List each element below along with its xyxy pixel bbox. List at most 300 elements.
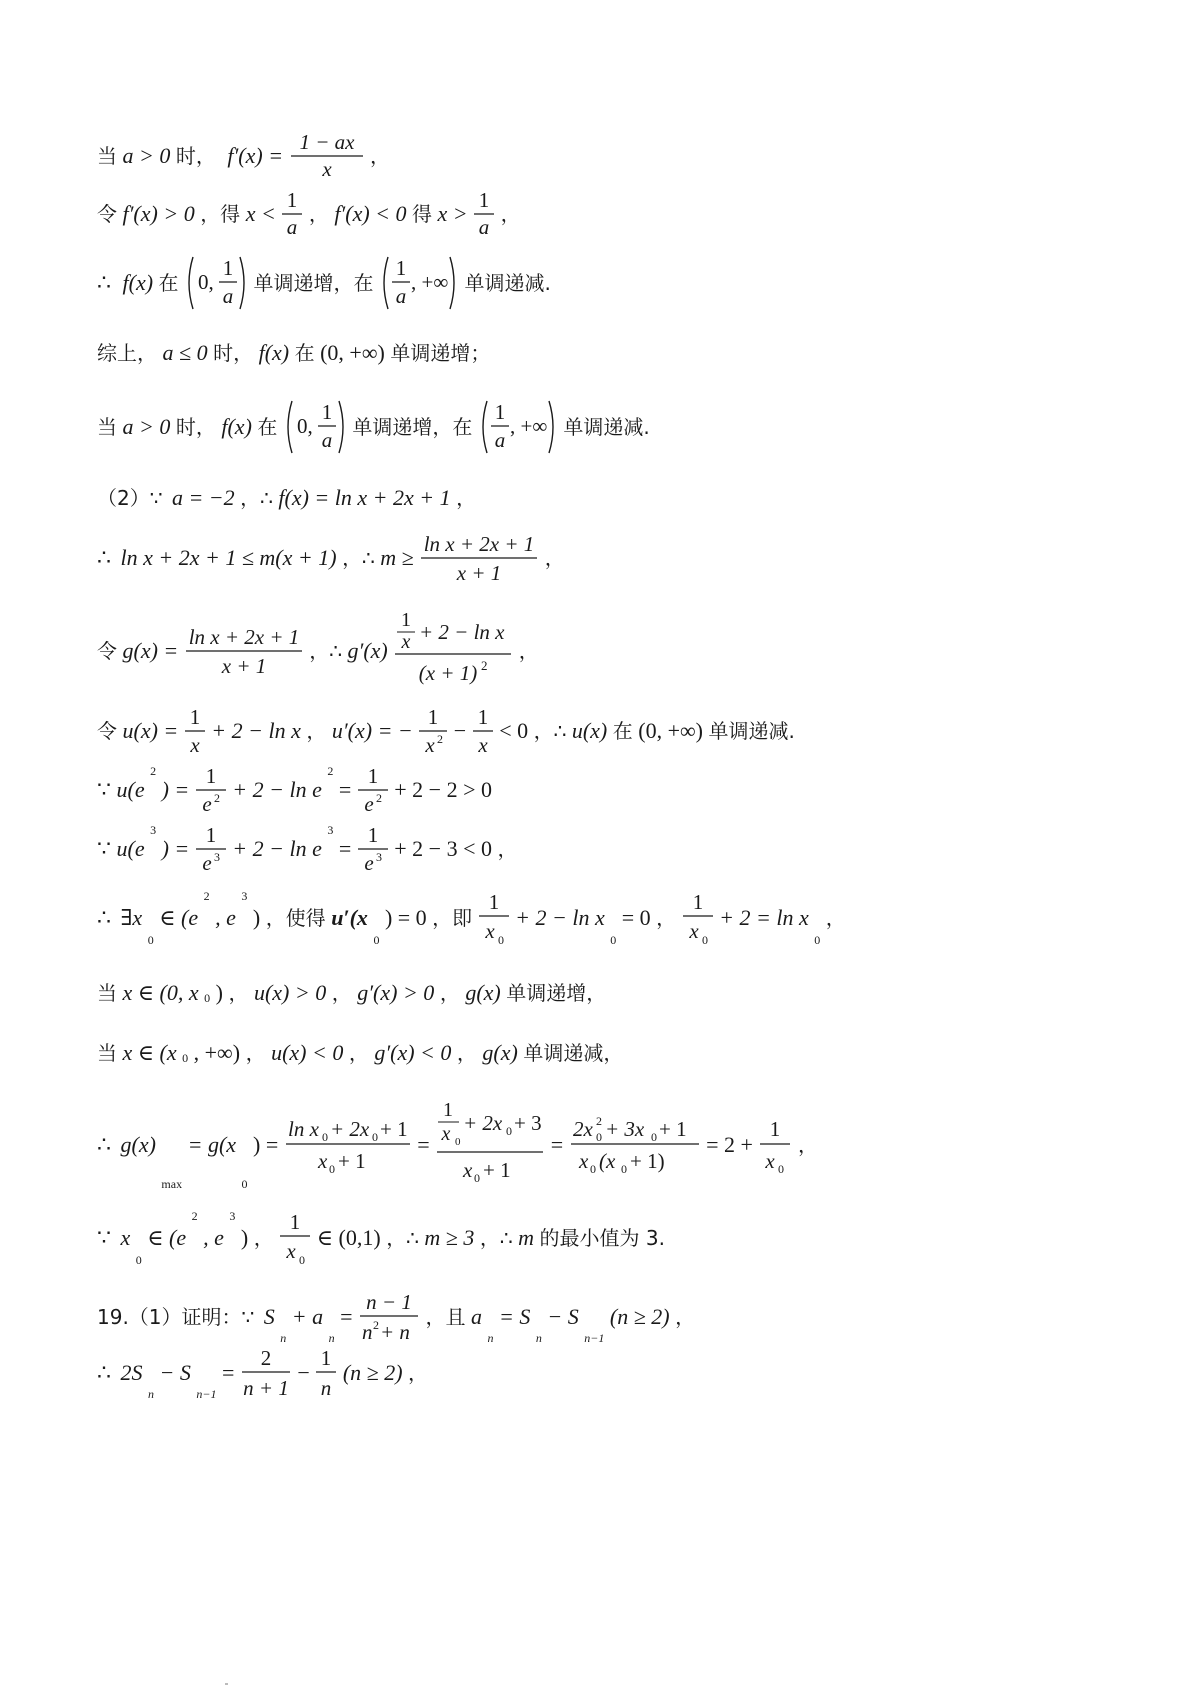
inner-denominator: x xyxy=(441,1123,451,1145)
math: 2S xyxy=(120,1360,143,1385)
subscript: 0 xyxy=(328,1162,335,1176)
fraction xyxy=(357,765,389,815)
because-symbol: ∵ xyxy=(97,777,111,802)
text: （2）∵ xyxy=(97,485,163,510)
math: ∈ (e xyxy=(159,905,199,930)
exponent: 2 xyxy=(373,1318,380,1332)
exponent: 2 xyxy=(481,658,488,673)
text: ，∴ xyxy=(386,1226,419,1250)
fraction xyxy=(473,190,495,238)
math: (0, +∞) xyxy=(320,339,385,365)
denominator: e xyxy=(202,792,212,816)
text: ，∴ xyxy=(533,719,567,743)
math: + 2 − ln x xyxy=(211,718,301,743)
numerator: 1 xyxy=(494,400,506,424)
line-17 xyxy=(97,1290,695,1344)
fraction-nested xyxy=(393,609,513,690)
inner-numerator: 1 xyxy=(443,1099,454,1121)
numerator: 1 xyxy=(478,188,490,212)
denominator-part: x xyxy=(463,1158,473,1182)
denominator: x xyxy=(286,1239,296,1263)
math: u(e xyxy=(116,836,145,861)
text: 在 xyxy=(612,719,633,743)
denominator: a xyxy=(478,215,490,239)
superscript: 2 xyxy=(191,1209,198,1223)
text: ，得 xyxy=(200,202,241,226)
numerator-part: + 2x xyxy=(463,1111,503,1135)
denominator: e xyxy=(364,792,374,816)
fraction xyxy=(569,1115,701,1175)
text: ， xyxy=(456,485,477,510)
math: = g(x xyxy=(187,1132,237,1157)
denominator-part: n xyxy=(362,1320,373,1344)
text: ， xyxy=(253,1226,274,1250)
math: f(x) xyxy=(258,339,290,365)
text: 令 xyxy=(97,639,117,663)
inner-numerator: 1 xyxy=(401,609,412,631)
fraction-nested xyxy=(435,1100,545,1190)
superscript: 2 xyxy=(150,764,157,778)
subscript: 0 xyxy=(610,933,617,947)
text: ， xyxy=(675,1305,696,1329)
math: ) = xyxy=(161,836,190,861)
text: ，∴ xyxy=(479,1226,513,1250)
text: 时， xyxy=(213,340,254,365)
superscript: 2 xyxy=(327,764,334,778)
text: ， xyxy=(497,837,518,861)
fraction xyxy=(240,1346,292,1400)
text: 单调递增， xyxy=(506,980,607,1005)
numerator: ln x + 2x + 1 xyxy=(188,625,300,649)
subscript: n−1 xyxy=(196,1387,217,1401)
text: ， xyxy=(245,1040,266,1065)
math: f(x) xyxy=(221,414,252,439)
superscript: 3 xyxy=(327,823,334,837)
interval-start: 0, xyxy=(198,270,214,294)
math: = xyxy=(550,1132,564,1157)
math: − S xyxy=(547,1304,579,1329)
subscript: 0 xyxy=(147,933,154,947)
denominator: x xyxy=(425,733,435,757)
text: ， xyxy=(306,719,327,743)
numerator: 1 xyxy=(367,764,379,788)
numerator-part: ln x xyxy=(287,1117,319,1141)
subscript: 0 xyxy=(373,933,380,947)
denominator: e xyxy=(202,851,212,875)
denominator-part: + 1 xyxy=(483,1158,511,1182)
math: , +∞) xyxy=(193,1039,241,1065)
line-16 xyxy=(97,1210,665,1266)
text: ， xyxy=(370,144,391,168)
numerator-part: 2x xyxy=(572,1117,593,1141)
math: + 2 − 3 < 0 xyxy=(394,836,492,861)
fraction xyxy=(472,706,494,756)
superscript: 3 xyxy=(229,1209,236,1223)
numerator-part: + 3 xyxy=(514,1111,542,1135)
subscript: 0 xyxy=(182,1050,189,1065)
page-dot xyxy=(225,1683,228,1685)
math: ) xyxy=(252,905,261,930)
math: f(x) = ln x + 2x + 1 xyxy=(278,484,451,510)
line-1 xyxy=(97,132,390,180)
text: ， xyxy=(348,1040,369,1065)
math: u(x) > 0 xyxy=(253,979,327,1005)
math: < 0 xyxy=(499,718,529,743)
subscript: 0 xyxy=(589,1162,596,1176)
math: g(x) xyxy=(465,979,501,1005)
math: + 2 − 2 > 0 xyxy=(394,777,492,802)
therefore-symbol: ∴ xyxy=(97,1132,111,1157)
therefore-symbol: ∴ xyxy=(97,545,111,570)
denominator: x xyxy=(689,919,699,943)
subscript: 0 xyxy=(595,1130,602,1144)
math: = S xyxy=(499,1304,531,1329)
numerator: 1 xyxy=(770,1117,781,1141)
line-11 xyxy=(97,824,518,874)
line-2 xyxy=(97,190,521,238)
math: ) = 0 xyxy=(384,905,427,930)
text: ， xyxy=(456,1040,477,1065)
subscript: 0 xyxy=(650,1130,657,1144)
text: 时， xyxy=(175,144,216,168)
math: u′(x xyxy=(331,905,368,930)
text: 当 xyxy=(97,1040,117,1065)
math: f′(x) < 0 xyxy=(334,201,407,226)
math: g(x) xyxy=(120,1132,156,1157)
line-10 xyxy=(97,765,492,815)
subscript: 0 xyxy=(299,1253,306,1267)
numerator-part: + 1 xyxy=(379,1117,408,1141)
text: 在 xyxy=(158,271,179,295)
text: 单调递减. xyxy=(708,719,795,743)
numerator: 1 xyxy=(321,400,333,424)
line-12 xyxy=(97,890,846,946)
denominator: e xyxy=(364,851,374,875)
text: 当 xyxy=(97,144,117,168)
text: 当 xyxy=(97,415,117,439)
text: ，∴ xyxy=(342,546,375,570)
subscript: 0 xyxy=(455,1136,461,1148)
math: a > 0 xyxy=(122,143,171,168)
text: 在 xyxy=(257,415,278,439)
text: 综上， xyxy=(97,340,157,365)
text: 令 xyxy=(97,719,117,743)
text: ， xyxy=(825,906,846,930)
fraction xyxy=(195,765,227,815)
denominator-part: x xyxy=(317,1149,328,1173)
line-3 xyxy=(97,254,551,312)
numerator-rest: + 2 − ln x xyxy=(419,620,505,644)
math: ∈ (0,1) xyxy=(316,1225,381,1250)
interval-end: , +∞ xyxy=(411,270,449,294)
denominator: a xyxy=(222,284,234,308)
denominator: n + 1 xyxy=(243,1376,289,1400)
text: ， xyxy=(500,202,521,226)
numerator: 1 xyxy=(692,890,703,914)
math: ∃x xyxy=(120,905,143,930)
therefore-symbol: ∴ xyxy=(97,905,111,930)
text: ， xyxy=(331,980,352,1005)
denominator: x xyxy=(478,733,488,757)
text: 的最小值为 3. xyxy=(539,1226,665,1250)
interval xyxy=(184,254,248,312)
denominator-part: x xyxy=(578,1149,588,1173)
line-6 xyxy=(97,485,476,509)
numerator: n − 1 xyxy=(366,1290,412,1314)
math: = xyxy=(338,836,352,861)
text: ， xyxy=(408,1361,429,1385)
math: ) = xyxy=(161,777,190,802)
line-14 xyxy=(97,1040,623,1064)
exponent: 3 xyxy=(375,850,382,864)
denominator: x xyxy=(765,1149,776,1173)
line-5 xyxy=(97,398,650,456)
line-15 xyxy=(97,1100,818,1190)
numerator-part: + 2x xyxy=(329,1117,370,1141)
fraction xyxy=(419,532,539,584)
denominator: a xyxy=(494,428,506,452)
subscript: 0 xyxy=(778,1162,785,1176)
numerator: 1 xyxy=(189,705,201,729)
math: = xyxy=(340,1304,353,1329)
fraction xyxy=(284,1115,412,1175)
subscript: 0 xyxy=(241,1177,248,1191)
math: + 2 − ln x xyxy=(515,905,605,930)
math: ∈ (e xyxy=(147,1225,187,1250)
denominator: x xyxy=(321,157,332,181)
math: u(x) xyxy=(571,718,608,743)
denominator: x + 1 xyxy=(221,654,267,678)
numerator: 1 xyxy=(367,823,379,847)
text: 单调递增； xyxy=(390,340,491,365)
numerator-part: + 3x xyxy=(604,1117,644,1141)
fraction xyxy=(358,1290,420,1344)
math: m xyxy=(518,1225,535,1250)
text: ，使得 xyxy=(265,906,326,930)
text: 单调递减， xyxy=(523,1040,624,1065)
math: , e xyxy=(215,905,236,930)
text: 单调递增，在 xyxy=(352,415,473,439)
math: + a xyxy=(291,1304,324,1329)
superscript: 3 xyxy=(150,823,157,837)
math: f(x) xyxy=(122,270,154,295)
text: 单调递减. xyxy=(563,415,650,439)
math: (n ≥ 2) xyxy=(609,1304,670,1329)
subscript: n xyxy=(280,1331,287,1345)
line-18 xyxy=(97,1346,428,1400)
math: = 0 xyxy=(621,905,651,930)
denominator: a xyxy=(287,215,298,239)
numerator: 1 xyxy=(290,1210,301,1234)
math: (0, +∞) xyxy=(638,718,704,743)
numerator: 1 xyxy=(321,1346,332,1370)
superscript: 2 xyxy=(595,1114,602,1128)
math: x ∈ (0, x xyxy=(122,979,199,1005)
subscript: 0 xyxy=(371,1130,378,1144)
math: u(x) < 0 xyxy=(271,1039,344,1065)
math: = xyxy=(338,777,352,802)
because-symbol: ∵ xyxy=(97,836,111,861)
numerator: 1 xyxy=(395,256,407,280)
fraction xyxy=(195,824,227,874)
math: = xyxy=(417,1132,430,1157)
numerator: 1 xyxy=(287,188,298,212)
line-7 xyxy=(97,532,565,584)
text: ， xyxy=(656,906,677,930)
numerator: 2 xyxy=(260,1346,272,1370)
math: g′(x) < 0 xyxy=(374,1039,452,1065)
math: S xyxy=(263,1304,275,1329)
numerator-part: + 1 xyxy=(658,1117,687,1141)
math: u′(x) = − xyxy=(331,718,413,743)
denominator-part: (x xyxy=(598,1149,615,1173)
denominator-part: + 1 xyxy=(337,1149,366,1173)
interval-end: , +∞ xyxy=(509,414,548,438)
math: a ≤ 0 xyxy=(162,339,208,365)
denominator-part: + 1) xyxy=(629,1149,665,1173)
math: m ≥ 3 xyxy=(424,1225,475,1250)
math: , e xyxy=(203,1225,224,1250)
math: − S xyxy=(159,1360,191,1385)
line-4 xyxy=(97,340,490,364)
math: ) xyxy=(215,979,223,1005)
interval xyxy=(379,254,459,312)
numerator: 1 − ax xyxy=(299,130,355,154)
denominator: a xyxy=(321,428,333,452)
math: g(x) = xyxy=(122,638,179,663)
fraction xyxy=(289,132,365,180)
numerator: 1 xyxy=(477,705,488,729)
text: 19.（1）证明：∵ xyxy=(97,1305,255,1329)
math: f′(x) > 0 xyxy=(122,201,195,226)
math: m ≥ xyxy=(380,545,414,570)
text: ， xyxy=(518,639,539,663)
fraction xyxy=(758,1115,792,1175)
denominator: x xyxy=(190,733,200,757)
text: 单调递减. xyxy=(464,271,551,295)
fraction xyxy=(478,890,510,946)
text: 当 xyxy=(97,980,117,1005)
denominator: a xyxy=(395,284,407,308)
math: = xyxy=(221,1360,235,1385)
denominator-part: + n xyxy=(380,1320,410,1344)
text: ，且 xyxy=(425,1305,466,1329)
subscript: n−1 xyxy=(584,1331,605,1345)
math: ) xyxy=(240,1225,249,1250)
text: ， xyxy=(544,546,565,570)
math: ln x + 2x + 1 ≤ m(x + 1) xyxy=(120,545,337,570)
math: x ∈ (x xyxy=(122,1039,177,1065)
text: 令 xyxy=(97,202,117,226)
denominator: (x + 1) xyxy=(418,661,478,685)
math: − xyxy=(453,718,467,743)
text: ，∴ xyxy=(309,639,342,663)
text: 时， xyxy=(175,415,216,439)
math: ) = xyxy=(253,1132,279,1157)
line-9 xyxy=(97,706,795,756)
superscript: 3 xyxy=(241,889,248,903)
fraction xyxy=(184,625,304,677)
subscript: 0 xyxy=(506,1124,513,1138)
math: x > xyxy=(437,201,468,226)
therefore-symbol: ∴ xyxy=(97,1360,111,1385)
text: ， xyxy=(228,980,249,1005)
math: a = −2 xyxy=(171,484,235,510)
superscript: 2 xyxy=(203,889,210,903)
subscript: 0 xyxy=(701,933,708,947)
text: ，∴ xyxy=(240,485,273,510)
interval xyxy=(478,398,558,456)
subscript: 0 xyxy=(204,990,211,1005)
text: 得 xyxy=(412,202,432,226)
numerator: 1 xyxy=(205,823,217,847)
math: + 2 − ln e xyxy=(232,836,322,861)
text: ， xyxy=(797,1133,818,1157)
fraction xyxy=(682,890,714,946)
text: 单调递增，在 xyxy=(253,271,374,295)
math: + 2 − ln e xyxy=(232,777,322,802)
exponent: 2 xyxy=(213,791,220,805)
math: u(x) = xyxy=(122,718,179,743)
exponent: 2 xyxy=(437,732,444,746)
numerator: 1 xyxy=(488,890,499,914)
text: ， xyxy=(439,980,460,1005)
math: x < xyxy=(245,201,276,226)
subscript: 0 xyxy=(321,1130,328,1144)
math: = 2 + xyxy=(706,1132,753,1157)
math: g′(x) xyxy=(347,638,388,663)
subscript: 0 xyxy=(474,1171,481,1185)
exponent: 2 xyxy=(375,791,382,805)
line-13 xyxy=(97,980,606,1004)
numerator: 1 xyxy=(205,764,217,788)
math: + 2 = ln x xyxy=(719,905,809,930)
fraction xyxy=(418,706,448,756)
numerator: 1 xyxy=(428,705,439,729)
text: ，即 xyxy=(432,906,473,930)
text: ， xyxy=(308,202,329,226)
subscript: 0 xyxy=(135,1253,142,1267)
subscript: n xyxy=(535,1331,542,1345)
subscript: max xyxy=(161,1177,183,1191)
numerator: 1 xyxy=(222,256,234,280)
because-symbol: ∵ xyxy=(97,1225,111,1250)
denominator: n xyxy=(321,1376,332,1400)
subscript: 0 xyxy=(814,933,821,947)
exponent: 3 xyxy=(213,850,220,864)
math: u(e xyxy=(116,777,145,802)
subscript: 0 xyxy=(497,933,504,947)
fraction xyxy=(279,1210,311,1266)
therefore-symbol: ∴ xyxy=(97,270,111,295)
subscript: 0 xyxy=(620,1162,627,1176)
interval-start: 0, xyxy=(296,414,313,438)
math: a xyxy=(471,1304,483,1329)
math: − xyxy=(297,1360,310,1385)
math: (n ≥ 2) xyxy=(342,1360,403,1385)
interval xyxy=(283,398,347,456)
inner-denominator: x xyxy=(401,631,411,653)
fraction xyxy=(184,706,206,756)
math: x xyxy=(120,1225,131,1250)
text: 在 xyxy=(294,340,315,365)
denominator: x + 1 xyxy=(457,561,502,585)
line-8 xyxy=(97,609,539,690)
fraction xyxy=(281,190,303,238)
fraction xyxy=(357,824,389,874)
subscript: n xyxy=(148,1387,154,1401)
math: f′(x) = xyxy=(227,143,284,168)
